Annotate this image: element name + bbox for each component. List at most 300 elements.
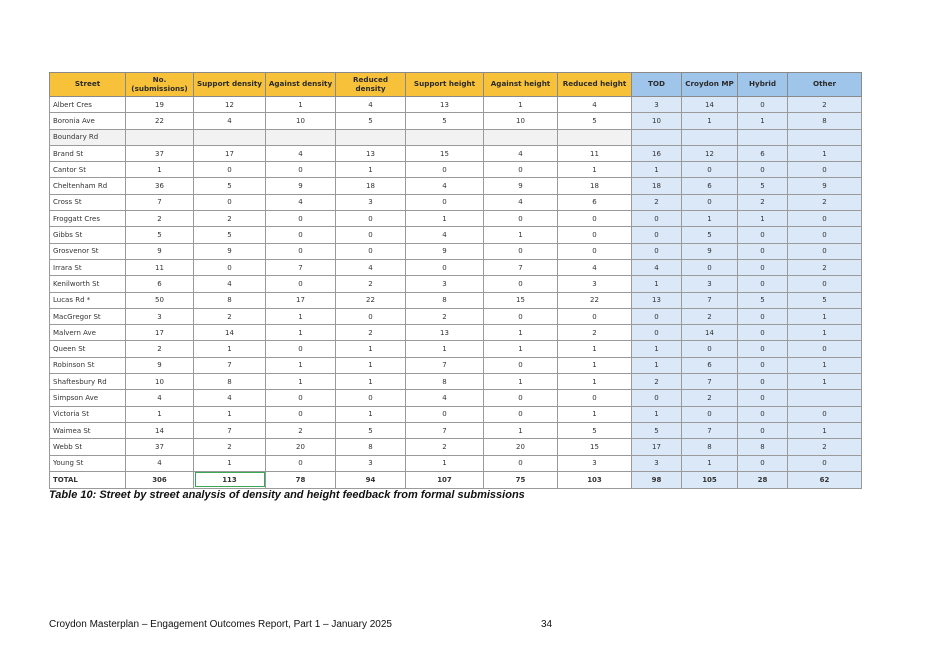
street-name-cell: Lucas Rd * [50,292,126,308]
table-cell: 6 [682,357,738,373]
table-cell: 28 [738,471,788,488]
table-cell: 5 [126,227,194,243]
street-name-cell: Shaftesbury Rd [50,374,126,390]
table-cell: 5 [194,178,266,194]
table-cell: 0 [266,390,336,406]
table-cell: 5 [406,113,484,129]
table-cell: 0 [632,243,682,259]
table-cell: 0 [266,211,336,227]
table-cell: 0 [484,243,558,259]
table-cell: 4 [632,259,682,275]
table-row [50,227,862,243]
table-cell: 0 [682,406,738,422]
table-cell: 2 [194,308,266,324]
header-support-height: Support height [406,73,484,97]
table-row [50,292,862,308]
table-cell: 0 [266,227,336,243]
table-cell: 1 [632,357,682,373]
table-cell: 3 [126,308,194,324]
table-cell: 2 [788,439,862,455]
table-cell: 50 [126,292,194,308]
table-cell: 6 [126,276,194,292]
table-cell: 0 [266,341,336,357]
table-cell: 9 [126,357,194,373]
table-cell: 4 [194,113,266,129]
table-cell: 1 [558,374,632,390]
table-cell: 5 [336,113,406,129]
table-cell: 7 [266,259,336,275]
table-cell: 9 [126,243,194,259]
table-cell: 94 [336,471,406,488]
table-cell [682,129,738,145]
table-cell: 1 [406,455,484,471]
table-cell [336,129,406,145]
street-name-cell: Victoria St [50,406,126,422]
table-cell: 1 [738,211,788,227]
table-cell: 0 [738,455,788,471]
table-cell: 7 [406,422,484,438]
table-cell [558,129,632,145]
table-cell: 0 [738,325,788,341]
table-cell: 1 [266,357,336,373]
table-cell: 0 [406,194,484,210]
table-cell: 2 [682,390,738,406]
table-cell [788,390,862,406]
table-cell: 2 [194,211,266,227]
table-cell: 2 [788,97,862,113]
table-cell: 1 [632,162,682,178]
table-cell: 306 [126,471,194,488]
table-cell: 62 [788,471,862,488]
table-cell: 0 [788,455,862,471]
street-name-cell: Boundary Rd [50,129,126,145]
table-cell: 9 [266,178,336,194]
header-support-density: Support density [194,73,266,97]
table-cell: 5 [738,178,788,194]
table-cell: 2 [126,341,194,357]
table-cell: 10 [484,113,558,129]
table-cell: 0 [738,227,788,243]
header-croydon-mp: Croydon MP [682,73,738,97]
table-cell [406,129,484,145]
table-row [50,406,862,422]
street-name-cell: Webb St [50,439,126,455]
table-cell: 0 [484,308,558,324]
table-cell: 6 [682,178,738,194]
table-cell: 1 [194,341,266,357]
table-cell: 4 [406,178,484,194]
table-cell: 0 [788,341,862,357]
table-cell: 9 [484,178,558,194]
table-cell: 5 [788,292,862,308]
table-cell: 4 [406,227,484,243]
table-cell: 0 [632,227,682,243]
table-cell: 0 [632,211,682,227]
table-cell: 20 [484,439,558,455]
table-row [50,97,862,113]
table-cell: 18 [632,178,682,194]
table-cell: 0 [682,341,738,357]
table-cell: 0 [266,276,336,292]
table-cell: 0 [336,227,406,243]
table-cell: 22 [558,292,632,308]
table-cell: 0 [788,243,862,259]
table-cell: 1 [682,211,738,227]
table-cell: 1 [632,406,682,422]
table-cell: 1 [632,276,682,292]
table-cell: 0 [484,357,558,373]
table-cell: 1 [484,325,558,341]
table-cell: 10 [126,374,194,390]
table-cell: 18 [336,178,406,194]
table-cell: 1 [484,341,558,357]
table-cell: 113 [194,471,266,488]
table-cell: 7 [682,374,738,390]
table-row [50,455,862,471]
table-row [50,194,862,210]
table-cell: 0 [738,406,788,422]
table-cell: 8 [406,374,484,390]
table-row [50,162,862,178]
table-cell: 4 [558,97,632,113]
street-name-cell: Cantor St [50,162,126,178]
table-cell: 2 [336,276,406,292]
table-cell: 1 [126,162,194,178]
table-cell: 1 [406,211,484,227]
header-tod: TOD [632,73,682,97]
table-cell: 3 [632,455,682,471]
table-cell: 0 [738,390,788,406]
table-cell: 0 [788,162,862,178]
table-cell: 0 [632,390,682,406]
table-cell: 0 [558,227,632,243]
table-cell: 0 [336,390,406,406]
table-cell: 0 [788,227,862,243]
table-body [50,97,862,489]
table-cell: 1 [484,227,558,243]
table-row [50,129,862,145]
table-cell: 0 [738,341,788,357]
table-cell: 37 [126,439,194,455]
table-cell: 17 [126,325,194,341]
table-cell: 0 [336,308,406,324]
table-cell: 0 [738,276,788,292]
table-cell: 4 [336,259,406,275]
table-cell: 4 [558,259,632,275]
table-cell: 15 [558,439,632,455]
table-cell: 13 [406,325,484,341]
table-cell: 22 [126,113,194,129]
table-row [50,325,862,341]
table-cell: 14 [682,325,738,341]
table-cell: 7 [194,422,266,438]
table-cell: 3 [682,276,738,292]
table-row [50,357,862,373]
table-cell: 4 [484,145,558,161]
table-cell: 2 [406,439,484,455]
table-cell: 9 [194,243,266,259]
table-cell: 0 [266,162,336,178]
footer-report-title: Croydon Masterplan – Engagement Outcomes Report, Part 1 – January 2025 [49,619,392,630]
table-cell: 2 [788,194,862,210]
table-cell: 0 [632,308,682,324]
street-name-cell: Brand St [50,145,126,161]
table-cell: 2 [126,211,194,227]
header-other: Other [788,73,862,97]
table-cell: 13 [632,292,682,308]
street-name-cell: Grosvenor St [50,243,126,259]
street-name-cell: TOTAL [50,471,126,488]
table-total-row [50,471,862,488]
table-cell: 1 [682,455,738,471]
table-cell: 1 [406,341,484,357]
table-cell: 0 [336,243,406,259]
table-cell: 4 [194,390,266,406]
table-cell: 1 [266,97,336,113]
table-cell: 8 [406,292,484,308]
table-cell: 7 [194,357,266,373]
table-cell: 0 [738,308,788,324]
table-cell: 3 [632,97,682,113]
table-cell: 4 [126,455,194,471]
table-cell: 4 [266,145,336,161]
table-cell: 9 [406,243,484,259]
table-cell: 1 [788,145,862,161]
table-cell: 1 [484,374,558,390]
table-cell: 14 [126,422,194,438]
table-cell: 2 [336,325,406,341]
table-row [50,308,862,324]
table-cell: 0 [682,162,738,178]
table-cell: 7 [682,292,738,308]
street-name-cell: MacGregor St [50,308,126,324]
table-cell: 0 [194,259,266,275]
table-row [50,276,862,292]
table-row [50,113,862,129]
table-cell: 0 [788,406,862,422]
table-cell: 6 [738,145,788,161]
street-name-cell: Malvern Ave [50,325,126,341]
table-cell: 36 [126,178,194,194]
table-cell: 4 [336,97,406,113]
street-name-cell: Irrara St [50,259,126,275]
table-cell: 1 [558,357,632,373]
table-cell: 0 [558,390,632,406]
table-cell: 3 [558,276,632,292]
table-cell: 4 [406,390,484,406]
table-row [50,259,862,275]
table-cell: 1 [558,406,632,422]
table-cell: 5 [632,422,682,438]
table-cell: 5 [558,422,632,438]
table-cell: 0 [266,455,336,471]
table-cell: 2 [266,422,336,438]
table-cell: 1 [632,341,682,357]
table-cell: 8 [788,113,862,129]
table-cell: 13 [336,145,406,161]
table-cell: 0 [558,211,632,227]
table-cell: 5 [682,227,738,243]
table-cell: 4 [484,194,558,210]
table-cell [632,129,682,145]
table-cell: 19 [126,97,194,113]
street-name-cell: Kenilworth St [50,276,126,292]
table-cell: 0 [738,422,788,438]
street-name-cell: Robinson St [50,357,126,373]
footer-page-number: 34 [541,619,553,630]
table-cell: 0 [484,211,558,227]
table-cell: 4 [126,390,194,406]
table-cell: 7 [484,259,558,275]
table-row [50,390,862,406]
table-cell: 14 [682,97,738,113]
table-header-row [50,73,862,97]
table-cell: 1 [266,325,336,341]
table-cell: 17 [194,145,266,161]
table-cell: 2 [558,325,632,341]
street-name-cell: Boronia Ave [50,113,126,129]
table-cell: 1 [788,325,862,341]
table-cell: 105 [682,471,738,488]
table-row [50,439,862,455]
table-cell: 0 [738,97,788,113]
table-cell: 7 [682,422,738,438]
table-cell: 1 [336,357,406,373]
table-cell: 1 [266,374,336,390]
street-name-cell: Cross St [50,194,126,210]
table-cell: 1 [558,341,632,357]
table-cell: 2 [194,439,266,455]
table-cell: 8 [194,374,266,390]
table-cell: 103 [558,471,632,488]
table-cell: 1 [266,308,336,324]
table-cell: 1 [788,308,862,324]
table-cell: 1 [558,162,632,178]
table-cell: 3 [336,194,406,210]
table-cell: 0 [484,390,558,406]
table-row [50,211,862,227]
table-cell: 18 [558,178,632,194]
table-row [50,178,862,194]
table-cell: 2 [632,194,682,210]
street-name-cell: Gibbs St [50,227,126,243]
street-name-cell: Young St [50,455,126,471]
table-cell: 0 [738,374,788,390]
table-cell: 1 [484,422,558,438]
street-name-cell: Albert Cres [50,97,126,113]
table-row [50,374,862,390]
table-cell: 8 [738,439,788,455]
table-cell: 107 [406,471,484,488]
table-cell: 0 [266,406,336,422]
header-reduced-density: Reduced density [336,73,406,97]
table-row [50,341,862,357]
table-cell: 1 [194,406,266,422]
table-cell: 10 [632,113,682,129]
table-cell: 8 [682,439,738,455]
header-hybrid: Hybrid [738,73,788,97]
header-against-density: Against density [266,73,336,97]
table-cell: 12 [194,97,266,113]
table-cell [738,129,788,145]
table-cell: 13 [406,97,484,113]
table-cell: 0 [484,406,558,422]
table-cell: 17 [266,292,336,308]
table-cell: 15 [406,145,484,161]
table-cell: 37 [126,145,194,161]
table-cell: 7 [406,357,484,373]
table-cell: 0 [788,276,862,292]
table-cell: 17 [632,439,682,455]
table-cell: 1 [194,455,266,471]
table-cell [126,129,194,145]
header-submissions: No. (submissions) [126,73,194,97]
table-cell: 0 [558,243,632,259]
table-cell: 14 [194,325,266,341]
table-cell: 0 [738,259,788,275]
table-cell: 1 [682,113,738,129]
table-cell: 1 [336,162,406,178]
table-cell: 5 [194,227,266,243]
table-cell: 1 [484,97,558,113]
street-name-cell: Waimea St [50,422,126,438]
table-cell: 7 [126,194,194,210]
table-cell: 4 [194,276,266,292]
table-cell: 5 [738,292,788,308]
table-cell: 0 [484,162,558,178]
table-row [50,422,862,438]
table-cell [484,129,558,145]
table-row [50,145,862,161]
header-street: Street [50,73,126,97]
table-cell: 5 [336,422,406,438]
table-cell: 0 [738,243,788,259]
table-cell: 3 [406,276,484,292]
table-cell: 5 [558,113,632,129]
street-name-cell: Froggatt Cres [50,211,126,227]
table-cell: 12 [682,145,738,161]
table-cell: 0 [788,211,862,227]
header-against-height: Against height [484,73,558,97]
submissions-table-container [49,72,861,489]
table-cell: 0 [632,325,682,341]
table-cell: 0 [682,259,738,275]
table-cell: 0 [336,211,406,227]
table-cell: 9 [682,243,738,259]
table-cell: 1 [336,341,406,357]
table-cell: 0 [266,243,336,259]
table-cell: 98 [632,471,682,488]
street-name-cell: Queen St [50,341,126,357]
table-cell: 0 [406,259,484,275]
table-cell: 0 [682,194,738,210]
table-cell: 0 [406,162,484,178]
table-cell: 78 [266,471,336,488]
table-cell: 8 [336,439,406,455]
table-cell: 9 [788,178,862,194]
table-cell: 11 [558,145,632,161]
table-cell: 3 [336,455,406,471]
street-name-cell: Simpson Ave [50,390,126,406]
table-cell: 20 [266,439,336,455]
table-cell: 1 [788,374,862,390]
table-cell: 3 [558,455,632,471]
table-cell: 1 [738,113,788,129]
table-cell: 0 [738,357,788,373]
table-cell: 11 [126,259,194,275]
table-cell [266,129,336,145]
table-cell [788,129,862,145]
